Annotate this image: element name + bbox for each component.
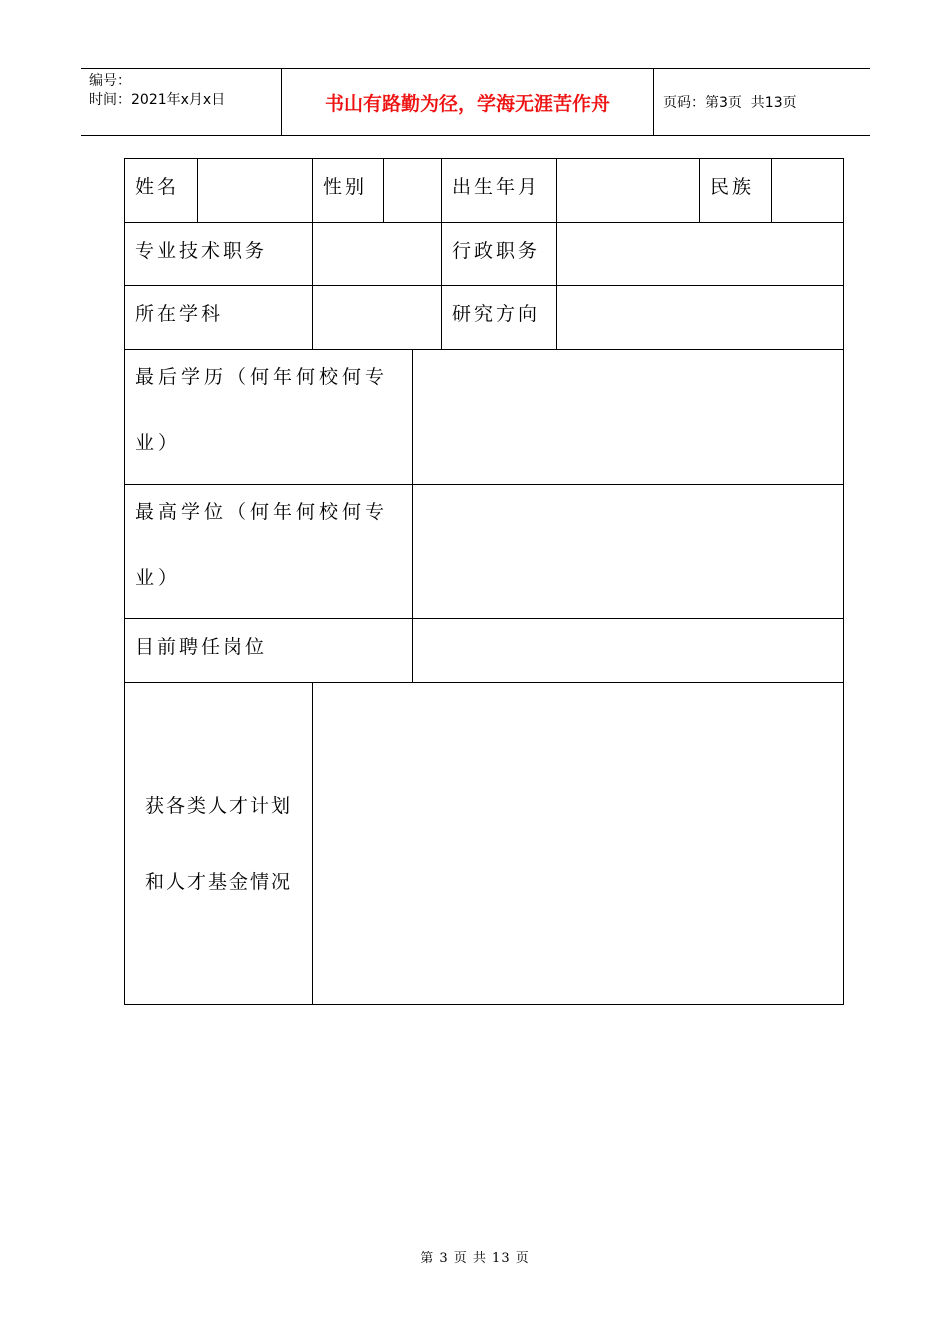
degree-label-line2: 业） bbox=[135, 567, 182, 589]
discipline-field[interactable] bbox=[313, 286, 442, 350]
birth-label: 出生年月 bbox=[442, 159, 557, 223]
table-row bbox=[125, 159, 844, 223]
talent-label-line2: 和人才基金情况 bbox=[144, 870, 292, 893]
education-label-line2: 业） bbox=[135, 432, 182, 454]
footer-page-number: 第 3 页 共 13 页 bbox=[420, 1251, 530, 1266]
discipline-label: 所在学科 bbox=[125, 286, 313, 350]
date-label: 时间：2021年x月x日 bbox=[89, 92, 226, 108]
talent-label bbox=[125, 683, 313, 1005]
education-field[interactable] bbox=[413, 350, 844, 485]
gender-field[interactable] bbox=[384, 159, 442, 223]
ethnicity-label: 民族 bbox=[700, 159, 772, 223]
degree-field[interactable] bbox=[413, 485, 844, 619]
page-info-text: 页码：第3页 共13页 bbox=[663, 95, 797, 111]
degree-label-line1: 最高学位（何年何校何专 bbox=[135, 501, 389, 523]
talent-field[interactable] bbox=[313, 683, 844, 1005]
table-row bbox=[125, 619, 844, 683]
admin-title-label: 行政职务 bbox=[442, 223, 557, 286]
table-row bbox=[125, 485, 844, 619]
gender-label: 性别 bbox=[313, 159, 384, 223]
table-row bbox=[125, 286, 844, 350]
education-label bbox=[125, 350, 413, 485]
education-label-line1: 最后学历（何年何校何专 bbox=[135, 366, 389, 388]
position-label: 目前聘任岗位 bbox=[125, 619, 413, 683]
admin-title-field[interactable] bbox=[557, 223, 844, 286]
header-meta bbox=[81, 69, 282, 135]
ethnicity-field[interactable] bbox=[772, 159, 844, 223]
header-page-info bbox=[654, 69, 870, 135]
tech-title-label: 专业技术职务 bbox=[125, 223, 313, 286]
table-row bbox=[125, 223, 844, 286]
degree-label bbox=[125, 485, 413, 619]
header-motto: 书山有路勤为径，学海无涯苦作舟 bbox=[282, 69, 654, 135]
position-field[interactable] bbox=[413, 619, 844, 683]
personal-info-form bbox=[124, 158, 844, 1005]
research-label: 研究方向 bbox=[442, 286, 557, 350]
birth-field[interactable] bbox=[557, 159, 700, 223]
page-header bbox=[81, 68, 870, 136]
tech-title-field[interactable] bbox=[313, 223, 442, 286]
table-row bbox=[125, 683, 844, 1005]
table-row bbox=[125, 350, 844, 485]
research-field[interactable] bbox=[557, 286, 844, 350]
number-label: 编号： bbox=[89, 73, 131, 89]
page-footer bbox=[0, 1247, 950, 1266]
name-field[interactable] bbox=[198, 159, 313, 223]
name-label: 姓名 bbox=[125, 159, 198, 223]
talent-label-line1: 获各类人才计划 bbox=[144, 794, 292, 817]
